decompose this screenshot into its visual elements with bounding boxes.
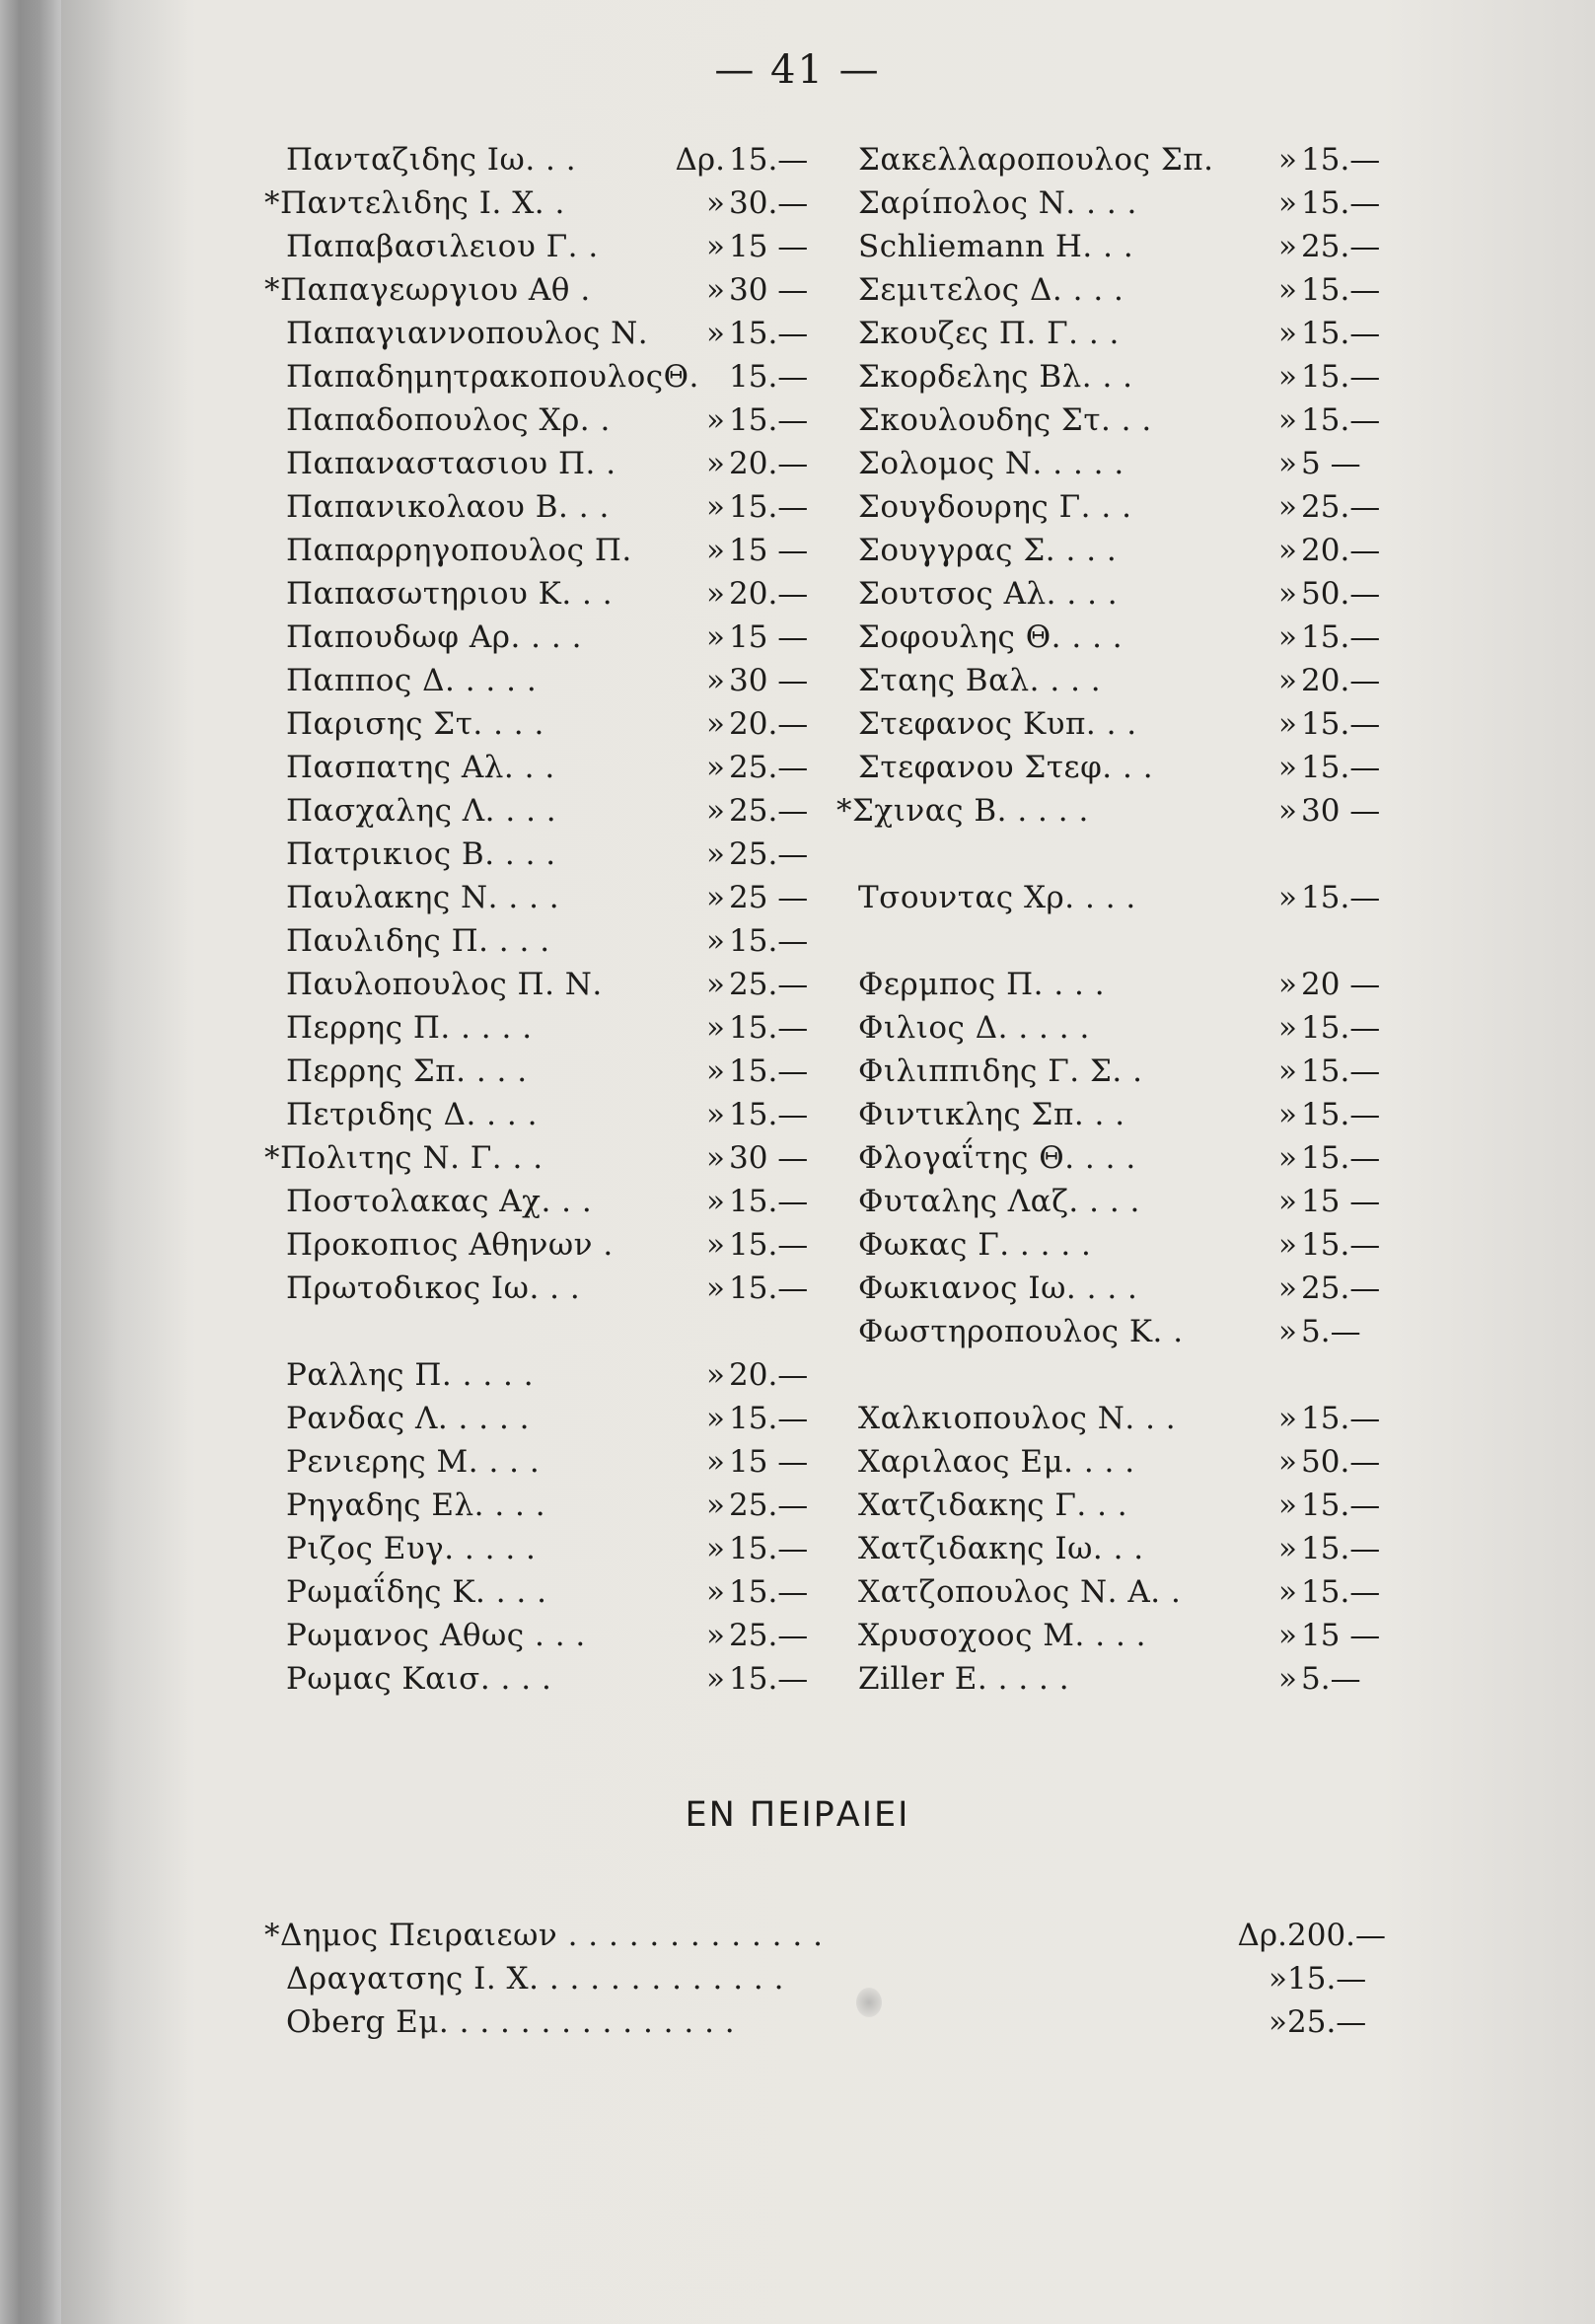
list-item	[836, 789, 1396, 833]
contributor-name: Χατζοπουλος Ν. Α. .	[858, 1574, 1182, 1610]
contributor-name: Παπαρρηγοπουλος Π.	[286, 533, 632, 568]
currency-mark: »	[706, 836, 725, 872]
contribution-amount: 15.—	[729, 1053, 809, 1089]
currency-mark: »	[706, 1531, 725, 1566]
list-item	[286, 702, 824, 746]
currency-mark: »	[1278, 1314, 1297, 1349]
contributor-name: Δραγατσης Ι. Χ. . . . . . . . . . . . .	[286, 1961, 784, 1997]
currency-mark: »	[1278, 793, 1297, 829]
list-item	[286, 659, 824, 702]
currency-mark: »	[1278, 1097, 1297, 1132]
contribution-amount: 15.—	[1301, 1053, 1381, 1089]
currency-mark: »	[706, 1488, 725, 1523]
list-item	[858, 442, 1396, 485]
contributor-name: Πανταζιδης Ιω. . .	[286, 142, 577, 178]
contribution-amount: 15.—	[729, 1227, 809, 1263]
currency-mark: »	[706, 576, 725, 612]
contribution-amount: 15.—	[1301, 1010, 1381, 1046]
list-item	[858, 1353, 1396, 1397]
contribution-amount: 30.—	[729, 185, 809, 221]
contributor-name: Παπαναστασιου Π. .	[286, 446, 616, 481]
contribution-amount: 25.—	[729, 793, 809, 829]
contributor-name: *Παπαγεωργιου Αθ .	[264, 272, 591, 308]
contribution-amount: 15.—	[729, 142, 809, 178]
contribution-amount: 50.—	[1301, 576, 1381, 612]
contributor-name: Παρισης Στ. . . .	[286, 706, 544, 742]
contribution-amount: 15.—	[1301, 750, 1381, 785]
contribution-amount: 20.—	[729, 576, 809, 612]
contributor-name: Schliemann Η. . .	[858, 229, 1134, 264]
list-item	[858, 1657, 1396, 1701]
contribution-amount: 15.—	[1301, 880, 1381, 915]
currency-mark: »	[706, 402, 725, 438]
contributor-name: Σολομος Ν. . . . .	[858, 446, 1124, 481]
contributor-name: Παπουδωφ Αρ. . . .	[286, 619, 582, 655]
contribution-amount: 15.—	[1301, 619, 1381, 655]
list-item	[286, 1310, 824, 1353]
contribution-amount: 15.—	[1301, 316, 1381, 351]
currency-mark: »	[706, 1444, 725, 1480]
contribution-amount: 25.—	[1287, 2004, 1367, 2040]
contribution-amount: 15.—	[1301, 1227, 1381, 1263]
list-item	[286, 1657, 824, 1701]
list-item	[858, 616, 1396, 659]
list-item	[286, 746, 824, 789]
contribution-amount: 15 —	[729, 533, 809, 568]
contribution-amount: 15.—	[729, 1661, 809, 1697]
currency-mark: »	[1278, 489, 1297, 525]
contribution-amount: 20 —	[1301, 967, 1381, 1002]
list-item	[286, 963, 824, 1006]
contribution-amount: 15.—	[1301, 1574, 1381, 1610]
contributor-name: *Σχινας Β. . . . .	[836, 793, 1089, 829]
currency-mark: »	[1278, 272, 1297, 308]
list-item	[286, 1484, 824, 1527]
contributor-name: Πασχαλης Λ. . . .	[286, 793, 557, 829]
list-item	[858, 312, 1396, 355]
contribution-amount: 30 —	[729, 272, 809, 308]
currency-mark: »	[1278, 1140, 1297, 1176]
contributor-name: Ραλλης Π. . . . .	[286, 1357, 535, 1393]
currency-mark: »	[1278, 316, 1297, 351]
page-number: — 41 —	[714, 47, 881, 93]
contribution-amount: 30 —	[1301, 793, 1381, 829]
contribution-amount: 25.—	[729, 1488, 809, 1523]
currency-mark: »	[1269, 1961, 1287, 1997]
list-item	[858, 1440, 1396, 1484]
list-item	[286, 1353, 824, 1397]
currency-mark: »	[1278, 142, 1297, 178]
list-item	[858, 1527, 1396, 1570]
contribution-amount: 200.—	[1287, 1918, 1387, 1953]
list-item	[286, 1050, 824, 1093]
contribution-amount: 20.—	[729, 706, 809, 742]
list-item	[858, 1050, 1396, 1093]
list-item	[858, 833, 1396, 876]
contribution-amount: 25 —	[729, 880, 809, 915]
contributor-name: Φιντικλης Σπ. . .	[858, 1097, 1125, 1132]
list-item	[858, 399, 1396, 442]
list-item	[858, 1397, 1396, 1440]
list-item	[286, 789, 824, 833]
list-item	[286, 1093, 824, 1136]
contribution-amount: 25.—	[1301, 489, 1381, 525]
contributor-name: Χαλκιοπουλος Ν. . .	[858, 1401, 1177, 1436]
currency-mark: »	[706, 1053, 725, 1089]
currency-mark: »	[706, 1661, 725, 1697]
list-item	[858, 1484, 1396, 1527]
currency-mark: »	[706, 446, 725, 481]
contribution-amount: 15.—	[729, 1574, 809, 1610]
contributor-name: ΠαπαδημητρακοπουλοςΘ.	[286, 359, 699, 395]
contributor-name: Σκουζες Π. Γ. . .	[858, 316, 1120, 351]
currency-mark: »	[706, 1271, 725, 1306]
contributor-name: Χρυσοχοος Μ. . . .	[858, 1618, 1147, 1653]
currency-mark: »	[1278, 1488, 1297, 1523]
list-item	[286, 529, 824, 572]
contributor-name: Πρωτοδικος Ιω. . .	[286, 1271, 581, 1306]
list-item	[858, 268, 1396, 312]
list-item	[286, 833, 824, 876]
contribution-amount: 5 —	[1301, 446, 1361, 481]
contribution-amount: 30 —	[729, 663, 809, 698]
currency-mark: »	[1278, 967, 1297, 1002]
contribution-amount: 50.—	[1301, 1444, 1381, 1480]
contribution-amount: 15.—	[729, 1184, 809, 1219]
list-item	[858, 529, 1396, 572]
currency-mark: »	[1278, 446, 1297, 481]
currency-mark: »	[1278, 1010, 1297, 1046]
currency-mark: »	[706, 185, 725, 221]
currency-mark: »	[706, 967, 725, 1002]
currency-mark: »	[706, 1140, 725, 1176]
list-item	[858, 485, 1396, 529]
contribution-amount: 15 —	[729, 229, 809, 264]
contribution-amount: 15 —	[729, 1444, 809, 1480]
contributor-name: Χαριλαος Εμ. . . .	[858, 1444, 1135, 1480]
contributor-name: Σουγγρας Σ. . . .	[858, 533, 1118, 568]
contribution-amount: 15.—	[1301, 359, 1381, 395]
contributor-name: Σαρίπολος Ν. . . .	[858, 185, 1137, 221]
list-item	[264, 1136, 824, 1180]
currency-mark: »	[1278, 1574, 1297, 1610]
list-item	[286, 225, 824, 268]
currency-mark: »	[1278, 1661, 1297, 1697]
currency-mark: »	[1278, 402, 1297, 438]
list-item	[286, 1006, 824, 1050]
contributor-name: Ziller Ε. . . . .	[858, 1661, 1070, 1697]
list-item	[286, 919, 824, 963]
list-item	[858, 1570, 1396, 1614]
list-item	[858, 1223, 1396, 1267]
contribution-amount: 30 —	[729, 1140, 809, 1176]
contributor-name: *Παντελιδης Ι. Χ. .	[264, 185, 565, 221]
list-item	[858, 919, 1396, 963]
contributor-name: Παπαβασιλειου Γ. .	[286, 229, 599, 264]
currency-mark: »	[706, 489, 725, 525]
currency-mark: »	[1278, 1531, 1297, 1566]
contribution-amount: 15.—	[1301, 142, 1381, 178]
currency-mark: »	[706, 272, 725, 308]
currency-mark: »	[706, 533, 725, 568]
list-item	[858, 1310, 1396, 1353]
currency-mark: »	[1278, 619, 1297, 655]
contributor-name: Παπασωτηριου Κ. . .	[286, 576, 614, 612]
contribution-amount: 15.—	[1301, 1401, 1381, 1436]
contributor-name: Σταης Βαλ. . . .	[858, 663, 1102, 698]
contributor-name: Σκουλουδης Στ. . .	[858, 402, 1152, 438]
list-item	[286, 1957, 1396, 2000]
contribution-amount: 15.—	[729, 1271, 809, 1306]
currency-mark: »	[706, 1618, 725, 1653]
currency-mark: »	[1278, 1053, 1297, 1089]
currency-mark: »	[706, 1184, 725, 1219]
contribution-amount: 15.—	[729, 359, 809, 395]
list-item	[858, 702, 1396, 746]
currency-mark: Δρ.	[1237, 1918, 1287, 1953]
currency-mark: »	[706, 1227, 725, 1263]
list-item	[286, 1180, 824, 1223]
contributor-name: Σεμιτελος Δ. . . .	[858, 272, 1124, 308]
list-item	[286, 1570, 824, 1614]
list-item	[286, 355, 824, 399]
list-item	[286, 399, 824, 442]
contribution-amount: 25.—	[729, 750, 809, 785]
contributor-name: *Δημος Πειραιεων . . . . . . . . . . . . .	[264, 1918, 824, 1953]
contributor-name: Παπαγιαννοπουλος Ν.	[286, 316, 649, 351]
contribution-amount: 25.—	[1301, 229, 1381, 264]
contributor-name: Παυλοπουλος Π. Ν.	[286, 967, 603, 1002]
contribution-amount: 15 —	[1301, 1184, 1381, 1219]
contribution-amount: 20.—	[729, 1357, 809, 1393]
currency-mark: »	[1278, 663, 1297, 698]
list-item	[858, 1267, 1396, 1310]
list-item	[286, 1267, 824, 1310]
contributor-name: Πατρικιος Β. . . .	[286, 836, 556, 872]
currency-mark: »	[1278, 706, 1297, 742]
contribution-amount: 20.—	[1301, 533, 1381, 568]
contribution-amount: 15.—	[1301, 706, 1381, 742]
currency-mark: »	[706, 750, 725, 785]
contribution-amount: 15.—	[729, 1531, 809, 1566]
currency-mark: »	[706, 793, 725, 829]
currency-mark: »	[1278, 1618, 1297, 1653]
contribution-amount: 15.—	[729, 1097, 809, 1132]
contribution-amount: 15.—	[1301, 272, 1381, 308]
contributor-name: Φιλιππιδης Γ. Σ. .	[858, 1053, 1143, 1089]
contribution-amount: 25.—	[729, 967, 809, 1002]
contribution-amount: 20.—	[1301, 663, 1381, 698]
list-item	[286, 1397, 824, 1440]
list-item	[858, 1614, 1396, 1657]
contributor-name: Παυλιδης Π. . . .	[286, 923, 550, 959]
list-item	[858, 138, 1396, 182]
currency-mark: »	[1278, 1444, 1297, 1480]
contributor-name: Πασπατης Αλ. . .	[286, 750, 555, 785]
currency-mark: »	[706, 1097, 725, 1132]
contributor-name: Ρωμανος Αθως . . .	[286, 1618, 586, 1653]
contribution-amount: 15.—	[1301, 402, 1381, 438]
list-item	[858, 1093, 1396, 1136]
list-item	[286, 1223, 824, 1267]
contribution-amount: 25.—	[1301, 1271, 1381, 1306]
contributor-name: Παππος Δ. . . . .	[286, 663, 538, 698]
currency-mark: »	[1278, 1271, 1297, 1306]
contribution-amount: 25.—	[729, 836, 809, 872]
list-item	[286, 876, 824, 919]
contributor-name: Ρηγαδης Ελ. . . .	[286, 1488, 546, 1523]
contribution-amount: 15.—	[729, 1010, 809, 1046]
list-item	[858, 355, 1396, 399]
contributor-name: Χατζιδακης Γ. . .	[858, 1488, 1128, 1523]
list-item	[858, 876, 1396, 919]
right-column	[836, 138, 1396, 1701]
contributor-name: Περρης Π. . . . .	[286, 1010, 533, 1046]
list-item	[858, 572, 1396, 616]
currency-mark: »	[1278, 359, 1297, 395]
currency-mark: »	[706, 1010, 725, 1046]
paper-stain	[856, 1988, 882, 2017]
contribution-amount: 15.—	[1301, 1097, 1381, 1132]
list-item	[286, 1527, 824, 1570]
contribution-amount: 15.—	[1301, 1488, 1381, 1523]
list-item	[858, 746, 1396, 789]
contributor-name: Φυταλης Λαζ. . . .	[858, 1184, 1140, 1219]
contributor-name: Ρωμαΐδης Κ. . . .	[286, 1574, 547, 1610]
contribution-amount: 15.—	[729, 489, 809, 525]
currency-mark: »	[1278, 576, 1297, 612]
list-item	[858, 225, 1396, 268]
contributor-name: Φωκιανος Ιω. . . .	[858, 1271, 1138, 1306]
contributor-name: Παυλακης Ν. . . .	[286, 880, 560, 915]
contribution-amount: 15.—	[1301, 1140, 1381, 1176]
contributor-name: Ποστολακας Αχ. . .	[286, 1184, 593, 1219]
currency-mark: »	[706, 619, 725, 655]
contributor-name: Φιλιος Δ. . . . .	[858, 1010, 1090, 1046]
contribution-amount: 15.—	[729, 1401, 809, 1436]
currency-mark: Δρ.	[675, 142, 725, 178]
currency-mark: »	[706, 316, 725, 351]
list-item	[264, 1914, 1396, 1957]
contributor-name: *Πολιτης Ν. Γ. . .	[264, 1140, 544, 1176]
currency-mark: »	[1278, 1184, 1297, 1219]
contribution-amount: 25.—	[729, 1618, 809, 1653]
list-item	[858, 182, 1396, 225]
currency-mark: »	[1278, 880, 1297, 915]
list-item	[264, 182, 824, 225]
contributor-name: Φερμπος Π. . . .	[858, 967, 1106, 1002]
currency-mark: »	[706, 663, 725, 698]
list-item	[858, 963, 1396, 1006]
currency-mark: »	[706, 1574, 725, 1610]
contributor-name: Σκορδελης Βλ. . .	[858, 359, 1133, 395]
contributor-name: Τσουντας Χρ. . . .	[858, 880, 1136, 915]
contribution-amount: 15.—	[729, 923, 809, 959]
currency-mark: »	[1278, 750, 1297, 785]
currency-mark: »	[706, 229, 725, 264]
contributor-name: Προκοπιος Αθηνων .	[286, 1227, 614, 1263]
contribution-amount: 5.—	[1301, 1314, 1361, 1349]
list-item	[286, 572, 824, 616]
contributor-name: Χατζιδακης Ιω. . .	[858, 1531, 1144, 1566]
contribution-amount: 15 —	[729, 619, 809, 655]
contribution-amount: 15 —	[1301, 1618, 1381, 1653]
currency-mark: »	[1269, 2004, 1287, 2040]
section-title: ΕΝ ΠΕΙΡΑΙΕΙ	[685, 1795, 910, 1835]
contributor-name: Σακελλαροπουλος Σπ.	[858, 142, 1214, 178]
contributor-name: Στεφανου Στεφ. . .	[858, 750, 1154, 785]
contribution-amount: 20.—	[729, 446, 809, 481]
gutter-shadow	[61, 0, 189, 2324]
list-item	[286, 138, 824, 182]
list-item	[286, 1440, 824, 1484]
currency-mark: »	[1278, 533, 1297, 568]
currency-mark: »	[1278, 229, 1297, 264]
book-spine-shadow	[0, 0, 61, 2324]
contributor-name: Σοφουλης Θ. . . .	[858, 619, 1124, 655]
list-item	[286, 442, 824, 485]
list-item	[858, 1006, 1396, 1050]
left-column	[264, 138, 824, 1701]
contributor-name: Ρανδας Λ. . . . .	[286, 1401, 531, 1436]
piraeus-list	[264, 1914, 1396, 2044]
currency-mark: »	[706, 1357, 725, 1393]
contributor-name: Περρης Σπ. . . .	[286, 1053, 528, 1089]
list-item	[286, 616, 824, 659]
currency-mark: »	[706, 1401, 725, 1436]
list-item	[858, 659, 1396, 702]
list-item	[286, 485, 824, 529]
currency-mark: »	[706, 923, 725, 959]
contributor-name: Σουγδουρης Γ. . .	[858, 489, 1132, 525]
list-item	[286, 312, 824, 355]
contribution-amount: 15.—	[1301, 185, 1381, 221]
contributor-name: Ριζος Ευγ. . . . .	[286, 1531, 537, 1566]
contribution-amount: 15.—	[729, 402, 809, 438]
contributor-name: Φωστηροπουλος Κ. .	[858, 1314, 1184, 1349]
contributor-name: Φλογαΐτης Θ. . . .	[858, 1140, 1136, 1176]
contributor-name: Ρωμας Καισ. . . .	[286, 1661, 552, 1697]
contributor-name: Στεφανος Κυπ. . .	[858, 706, 1137, 742]
currency-mark: »	[1278, 1401, 1297, 1436]
contribution-amount: 15.—	[1287, 1961, 1367, 1997]
contributor-name: Παπανικολαου Β. . .	[286, 489, 610, 525]
contributor-name: Σουτσος Αλ. . . .	[858, 576, 1119, 612]
contribution-amount: 5.—	[1301, 1661, 1361, 1697]
list-item	[858, 1180, 1396, 1223]
contribution-amount: 15.—	[1301, 1531, 1381, 1566]
contributor-name: Φωκας Γ. . . . .	[858, 1227, 1092, 1263]
contributor-name: Πετριδης Δ. . . .	[286, 1097, 538, 1132]
contributor-name: Παπαδοπουλος Χρ. .	[286, 402, 611, 438]
list-item	[264, 268, 824, 312]
list-item	[286, 1614, 824, 1657]
contributor-name: Oberg Εμ. . . . . . . . . . . . . . .	[286, 2004, 736, 2040]
contributor-name: Ρενιερης Μ. . . .	[286, 1444, 541, 1480]
list-item	[858, 1136, 1396, 1180]
currency-mark: »	[1278, 1227, 1297, 1263]
currency-mark: »	[706, 880, 725, 915]
contribution-amount: 15.—	[729, 316, 809, 351]
list-item	[286, 2000, 1396, 2044]
currency-mark: »	[706, 706, 725, 742]
currency-mark: »	[1278, 185, 1297, 221]
